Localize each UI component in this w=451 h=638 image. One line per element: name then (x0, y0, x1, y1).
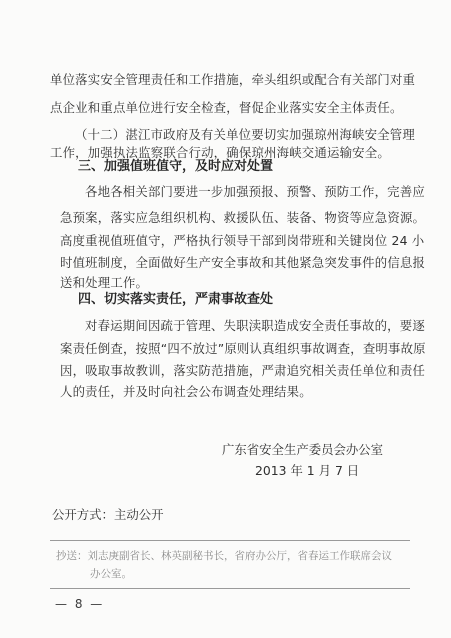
section3-line: 时值班制度，全面做好生产安全事故和其他紧急突发事件的信息报 (60, 255, 426, 270)
section-heading-4: 四、切实落实责任，严肃事故查处 (78, 292, 274, 307)
body-line: （十二）湛江市政府及有关单位要切实加强琼州海峡安全管理 (75, 127, 415, 142)
cc-bottom-rule (50, 588, 410, 589)
section4-line: 对春运期间因疏于管理、失职渎职造成安全责任事故的，要逐 (85, 318, 425, 333)
signature-org: 广东省安全生产委员会办公室 (222, 442, 384, 457)
page-number: — 8 — (55, 597, 105, 611)
section3-line: 各地各相关部门要进一步加强预报、预警、预防工作，完善应 (85, 184, 425, 199)
cc-top-rule (50, 540, 410, 541)
section4-line: 因，吸取事故教训，落实防范措施，严肃追究相关责任单位和责任 (60, 363, 426, 378)
section4-line: 人的责任，并及时向社会公布调查处理结果。 (60, 384, 312, 399)
section3-line: 急预案，落实应急组织机构、救援队伍、装备、物资等应急资源。 (60, 210, 426, 225)
section4-line: 案责任倒查，按照“四不放过”原则认真组织事故调查，查明事故原 (60, 341, 426, 356)
section-heading-3: 三、加强值班值守，及时应对处置 (78, 159, 274, 174)
section3-line: 送和处理工作。 (60, 275, 149, 290)
cc-line: 抄送：刘志庚副省长、林英副秘书长，省府办公厅，省春运工作联席会议 (56, 550, 392, 562)
body-line: 工作，加强执法监察联合行动，确保琼州海峡交通运输安全。 (50, 145, 390, 160)
cc-line: 办公室。 (90, 568, 132, 580)
body-line: 单位落实安全管理责任和工作措施，牵头组织或配合有关部门对重 (50, 72, 416, 87)
section3-line: 高度重视值班值守，严格执行领导干部到岗带班和关键岗位 24 小 (60, 233, 425, 248)
publicity-mode: 公开方式：主动公开 (52, 507, 164, 522)
body-line: 点企业和重点单位进行安全检查，督促企业落实安全主体责任。 (50, 100, 403, 115)
signature-date: 2013 年 1 月 7 日 (255, 463, 360, 478)
